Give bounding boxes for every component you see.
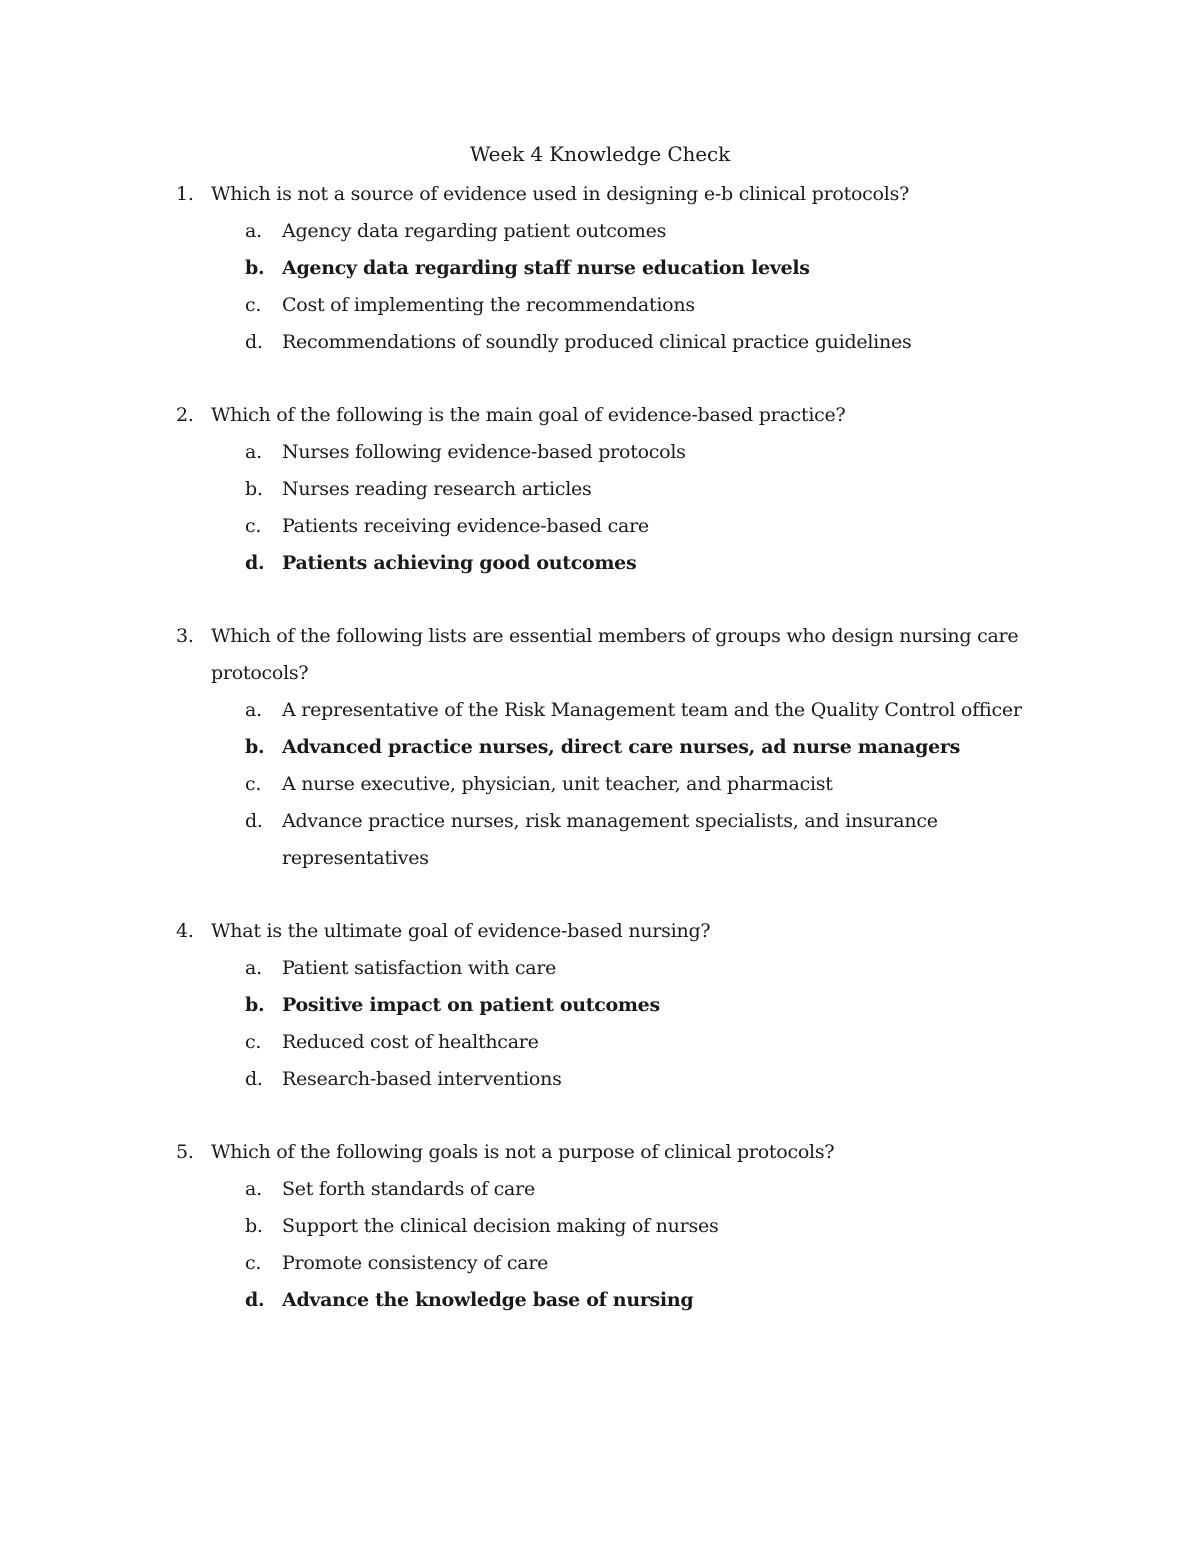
answer-option <box>0 692 1200 729</box>
question-1 <box>0 176 1200 361</box>
option-letter: a. <box>245 699 262 721</box>
option-letter: b. <box>245 736 265 758</box>
answer-option <box>0 1208 1200 1245</box>
answer-option <box>0 287 1200 324</box>
option-text: Recommendations of soundly produced clinical practice guidelines <box>282 331 912 353</box>
answer-option-correct <box>0 729 1200 766</box>
option-letter: a. <box>245 441 262 463</box>
question-2 <box>0 397 1200 582</box>
option-letter: c. <box>245 1031 262 1053</box>
option-text: Cost of implementing the recommendations <box>282 294 695 316</box>
option-text: Research-based interventions <box>282 1068 562 1090</box>
question-text: Which of the following goals is not a purpose of clinical protocols? <box>211 1141 835 1163</box>
answer-option <box>0 471 1200 508</box>
answer-option-correct <box>0 1282 1200 1319</box>
answer-option <box>0 324 1200 361</box>
question-text: Which of the following is the main goal of evidence-based practice? <box>211 404 846 426</box>
question-text: Which is not a source of evidence used in designing e-b clinical protocols? <box>211 183 910 205</box>
option-text: A nurse executive, physician, unit teacher, and pharmacist <box>282 773 833 795</box>
question-3 <box>0 618 1200 877</box>
option-letter: d. <box>245 552 265 574</box>
question-stem <box>0 397 1200 434</box>
answer-option-correct <box>0 987 1200 1024</box>
question-stem <box>0 176 1200 213</box>
option-text: Agency data regarding patient outcomes <box>282 220 667 242</box>
option-text: Patient satisfaction with care <box>282 957 557 979</box>
option-text: Reduced cost of healthcare <box>282 1031 539 1053</box>
option-letter: b. <box>245 994 265 1016</box>
option-letter: d. <box>245 1289 265 1311</box>
option-letter: a. <box>245 220 262 242</box>
option-text: A representative of the Risk Management team and the Quality Control officer <box>282 699 1022 721</box>
option-text: Nurses following evidence-based protocols <box>282 441 686 463</box>
option-text: Advance the knowledge base of nursing <box>282 1289 694 1311</box>
option-text: Positive impact on patient outcomes <box>282 994 660 1016</box>
answer-option <box>0 213 1200 250</box>
option-letter: b. <box>245 478 263 500</box>
option-letter: b. <box>245 1215 263 1237</box>
answer-option <box>0 766 1200 803</box>
question-list <box>0 176 1200 1355</box>
option-text: Promote consistency of care <box>282 1252 549 1274</box>
question-number: 4. <box>176 920 194 942</box>
option-letter: a. <box>245 1178 262 1200</box>
question-number: 1. <box>176 183 194 205</box>
question-text: Which of the following lists are essential members of groups who design nursing care protocols? <box>211 625 1019 684</box>
answer-option-correct <box>0 250 1200 287</box>
question-5 <box>0 1134 1200 1319</box>
option-letter: d. <box>245 810 263 832</box>
answer-option <box>0 950 1200 987</box>
question-stem <box>0 1134 1200 1171</box>
answer-option <box>0 1245 1200 1282</box>
option-letter: c. <box>245 294 262 316</box>
option-letter: c. <box>245 1252 262 1274</box>
option-letter: c. <box>245 515 262 537</box>
answer-option <box>0 1171 1200 1208</box>
answer-option <box>0 434 1200 471</box>
option-text: Advance practice nurses, risk management specialists, and insurance representatives <box>282 810 938 869</box>
option-text: Set forth standards of care <box>282 1178 535 1200</box>
question-number: 3. <box>176 625 194 647</box>
option-text: Patients receiving evidence-based care <box>282 515 649 537</box>
option-text: Support the clinical decision making of nurses <box>282 1215 719 1237</box>
option-letter: c. <box>245 773 262 795</box>
option-letter: a. <box>245 957 262 979</box>
answer-option-correct <box>0 545 1200 582</box>
question-number: 5. <box>176 1141 194 1163</box>
question-stem <box>0 913 1200 950</box>
question-number: 2. <box>176 404 194 426</box>
question-stem <box>0 618 1200 692</box>
question-text: What is the ultimate goal of evidence-based nursing? <box>211 920 711 942</box>
option-letter: d. <box>245 331 263 353</box>
answer-option <box>0 803 1200 877</box>
answer-option <box>0 508 1200 545</box>
question-4 <box>0 913 1200 1098</box>
answer-option <box>0 1024 1200 1061</box>
option-text: Nurses reading research articles <box>282 478 592 500</box>
option-text: Advanced practice nurses, direct care nurses, ad nurse managers <box>282 736 961 758</box>
answer-option <box>0 1061 1200 1098</box>
page-title: Week 4 Knowledge Check <box>469 142 731 166</box>
option-letter: b. <box>245 257 265 279</box>
option-letter: d. <box>245 1068 263 1090</box>
option-text: Agency data regarding staff nurse education levels <box>282 257 810 279</box>
option-text: Patients achieving good outcomes <box>282 552 637 574</box>
